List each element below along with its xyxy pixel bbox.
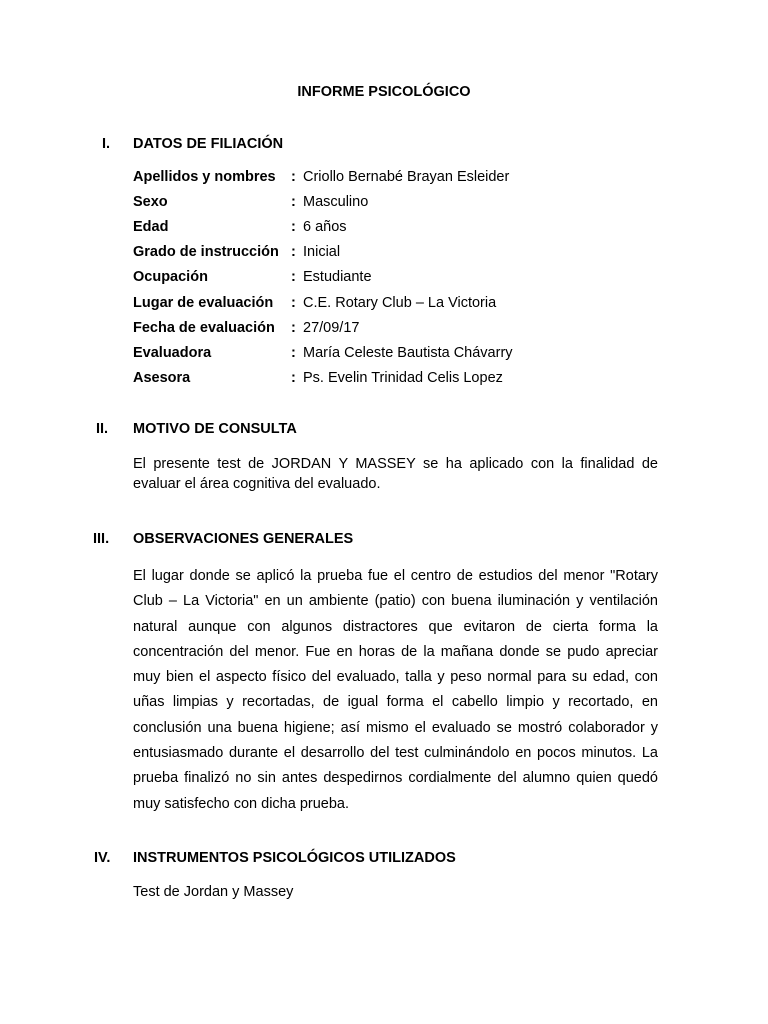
field-label: Sexo [133,194,168,210]
section-title: DATOS DE FILIACIÓN [133,136,284,152]
field-colon: : [291,295,296,311]
section-number: III. [93,531,110,547]
section-title: MOTIVO DE CONSULTA [133,421,297,437]
field-colon: : [291,244,296,260]
field-value: Inicial [303,244,341,260]
observaciones-paragraph: El lugar donde se aplicó la prueba fue el centro de estudios del menor "Rotary Club – La Victoria" en un ambiente (patio) con buena iluminación y ventilación natural aunque con algunos distractores que evitaron de cierta forma la concentración del menor. Fue en horas de la mañana donde se pudo apreciar muy bien el aspecto físico del evaluado, talla y peso normal para su edad, con uñas limpias y recortadas, de igual forma el cabello limpio y recortado, en conclusión una buena higiene; así mismo el evaluado se mostró colaborador y entusiasmado durante el desarrollo del test culminándolo en pocos minutos. La prueba finalizó no sin antes despedirnos cordialmente del alumno quien quedó muy satisfecho con dicha prueba. [133,568,658,812]
field-colon: : [291,219,296,235]
field-edad [133,219,693,239]
field-value: María Celeste Bautista Chávarry [303,345,513,361]
field-evaluadora [133,345,693,365]
field-lugar-evaluacion [133,295,693,315]
field-colon: : [291,320,296,336]
field-label: Apellidos y nombres [133,169,276,185]
field-value: Ps. Evelin Trinidad Celis Lopez [303,370,503,386]
field-colon: : [291,169,296,185]
field-value: Criollo Bernabé Brayan Esleider [303,169,510,185]
instrumentos-paragraph: Test de Jordan y Massey [133,884,294,900]
field-value: Estudiante [303,269,372,285]
field-grado-instruccion [133,244,693,264]
field-apellidos-nombres [133,169,693,189]
field-label: Ocupación [133,269,208,285]
section-number: II. [96,421,109,437]
field-asesora [133,370,693,390]
field-label: Asesora [133,370,191,386]
section-number: I. [102,136,111,152]
section-title: INSTRUMENTOS PSICOLÓGICOS UTILIZADOS [133,850,456,866]
motivo-consulta-paragraph: El presente test de JORDAN Y MASSEY se ha aplicado con la finalidad de evaluar el área cognitiva del evaluado. [133,456,658,492]
section-number: IV. [94,850,111,866]
field-value: C.E. Rotary Club – La Victoria [303,295,497,311]
field-label: Fecha de evaluación [133,320,275,336]
field-value: 27/09/17 [303,320,360,336]
field-label: Grado de instrucción [133,244,279,260]
field-label: Evaluadora [133,345,212,361]
field-colon: : [291,194,296,210]
field-value: 6 años [303,219,347,235]
field-colon: : [291,345,296,361]
field-value: Masculino [303,194,369,210]
field-ocupacion [133,269,693,289]
section-title: OBSERVACIONES GENERALES [133,531,354,547]
field-sexo [133,194,693,214]
field-label: Lugar de evaluación [133,295,274,311]
field-label: Edad [133,219,169,235]
field-colon: : [291,269,296,285]
field-colon: : [291,370,296,386]
field-fecha-evaluacion [133,320,693,340]
document-title: INFORME PSICOLÓGICO [297,84,471,100]
